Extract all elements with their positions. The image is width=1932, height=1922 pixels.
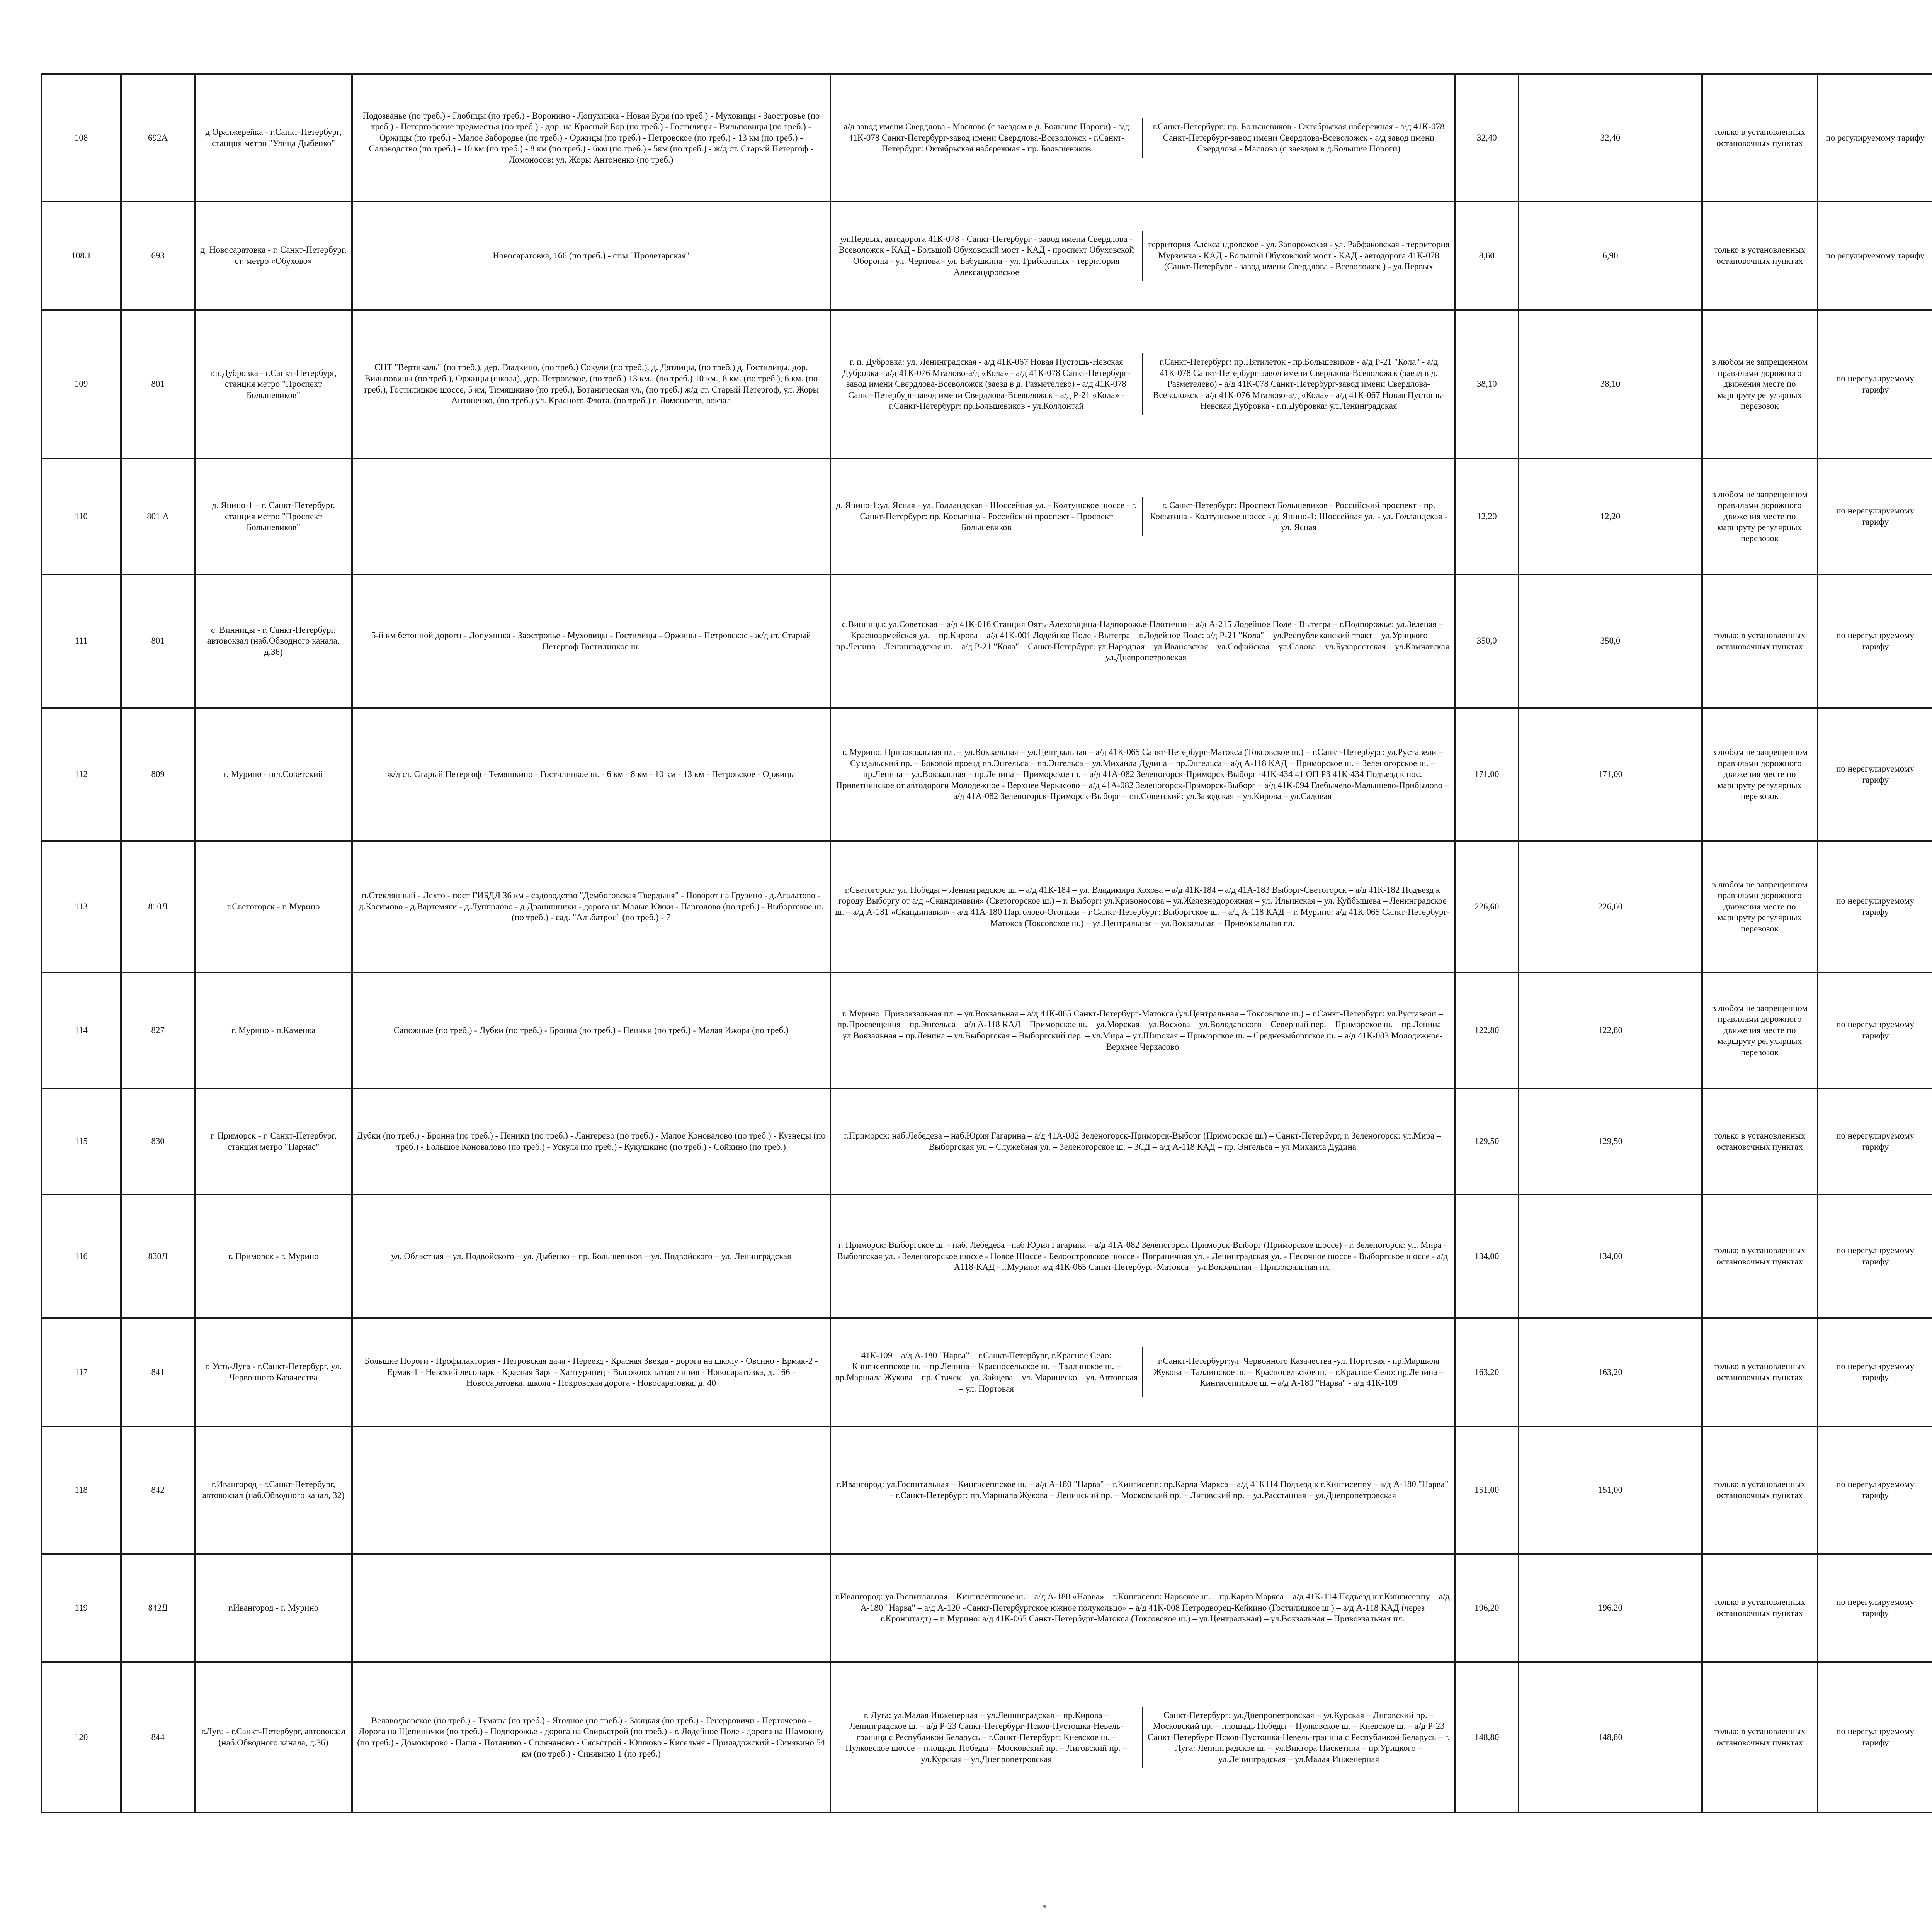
tariff-type: по нерегулируемому тарифу bbox=[1818, 1426, 1932, 1554]
boarding-mode: только в установленных остановочных пунктах bbox=[1702, 1088, 1818, 1195]
tariff-type: по нерегулируемому тарифу bbox=[1818, 841, 1932, 972]
tariff-type: по нерегулируемому тарифу bbox=[1818, 1195, 1932, 1318]
length-backward: 151,00 bbox=[1519, 1426, 1702, 1554]
tariff-type: по нерегулируемому тарифу bbox=[1818, 972, 1932, 1088]
route-path: г.Ивангород: ул.Госпитальная – Кингисеппское ш. – а/д А-180 «Нарва» – г.Кингисепп: Нарвское ш. – пр.Карла Маркса – а/д 41К-114 Подъезд к г.Кингисеппу – а/д А-180 "Нарва" – а/д А-120 «Санкт-Петербургское южное полукольцо» – а/д 41К-008 Петродворец-Кейкино (Гостилицкое ш.) – а/д А-118 КАД (через г.Кронштадт) – г. Мурино: а/д 41К-065 Санкт-Петербург-Матокса (Токсовское ш.) – ул.Центральная) – ул.Вокзальная – Привокзальная пл. bbox=[830, 1554, 1455, 1662]
route-number: 693 bbox=[121, 202, 195, 310]
length-backward: 163,20 bbox=[1519, 1318, 1702, 1426]
route-name: с. Винницы - г. Санкт-Петербург, автовокзал (наб.Обводного канала, д.36) bbox=[195, 574, 352, 708]
length-forward: 12,20 bbox=[1455, 459, 1519, 574]
route-name: г.п.Дубровка - г.Санкт-Петербург, станция метро "Проспект Большевиков" bbox=[195, 310, 352, 459]
row-number: 109 bbox=[41, 310, 121, 459]
row-number: 120 bbox=[41, 1662, 121, 1813]
length-backward: 134,00 bbox=[1519, 1195, 1702, 1318]
route-path-split bbox=[830, 310, 1455, 459]
intermediate-stops bbox=[352, 1426, 830, 1554]
length-backward: 226,60 bbox=[1519, 841, 1702, 972]
tariff-type: по нерегулируемому тарифу bbox=[1818, 310, 1932, 459]
tariff-type: по нерегулируемому тарифу bbox=[1818, 1088, 1932, 1195]
length-forward: 151,00 bbox=[1455, 1426, 1519, 1554]
route-path-forward: а/д завод имени Свердлова - Маслово (с заездом в д. Большие Пороги) - а/д 41К-078 Санкт-Петербург-завод имени Свердлова-Всеволожск - г.Санкт-Петербург: Октябрьская набережная - пр. Большевиков bbox=[844, 122, 1129, 154]
length-backward: 122,80 bbox=[1519, 972, 1702, 1088]
row-number: 114 bbox=[41, 972, 121, 1088]
route-path-split bbox=[830, 202, 1455, 310]
route-name: г. Мурино - пгт.Советский bbox=[195, 708, 352, 841]
route-path: с.Винницы: ул.Советская – а/д 41К-016 Станция Оять-Алеховщина-Надпорожье-Плотично – а/д А-215 Лодейное Поле - Вытегра – г.Подпорожье: ул.Зеленая – Красноармейская ул. – пр.Кирова – а/д 41К-001 Лодейное Поле - Вытегра – г.Лодейное Поле: а/д Р-21 "Кола" – ул.Республиканский тракт – ул.Урицкого – пр.Ленина – Ленинградская ш. – а/д Р-21 "Кола" – Санкт-Петербург: ул.Народная – ул.Ивановская – ул.Софийская – ул.Салова – ул.Бухарестская – ул.Камчатская – ул.Днепропетровская bbox=[830, 574, 1455, 708]
route-number: 842 bbox=[121, 1426, 195, 1554]
length-backward: 350,0 bbox=[1519, 574, 1702, 708]
length-backward: 171,00 bbox=[1519, 708, 1702, 841]
table-row bbox=[41, 310, 1932, 459]
route-path: г. Мурино: Привокзальная пл. – ул.Вокзальная – ул.Центральная – а/д 41К-065 Санкт-Петербург-Матокса (Токсовское ш.) – г.Санкт-Петербург: ул.Руставели – Суздальский пр. – Боковой проезд пр.Энгельса – пр.Энгельса – ул.Михаила Дудина – пр.Энгельса – а/д А-118 КАД – Приморское ш. – Зеленогорское ш. – пр.Ленина – ул.Вокзальная – пр.Ленина – Приморское ш. – а/д 41А-082 Зеленогорск-Приморск-Выборг -41К-434 41 ОП РЗ 41К-434 Подъезд к пос. Приветнинское от автодороги Молодежное - Верхнее Черкасово – а/д 41А-082 Зеленогорск-Приморск-Выборг – а/д 41К-094 Глебычево-Малышево-Прибылово – а/д 41А-082 Зеленогорск-Приморск-Выборг – г.п.Советский: ул.Заводская – ул.Кирова – ул.Садовая bbox=[830, 708, 1455, 841]
route-name: г. Приморск - г. Мурино bbox=[195, 1195, 352, 1318]
tariff-type: по нерегулируемому тарифу bbox=[1818, 1554, 1932, 1662]
table-row bbox=[41, 1088, 1932, 1195]
table-row bbox=[41, 1195, 1932, 1318]
route-number: 830 bbox=[121, 1088, 195, 1195]
route-number: 810Д bbox=[121, 841, 195, 972]
intermediate-stops: Большие Пороги - Профилактория - Петровская дача - Переезд - Красная Звезда - дорога на школу - Овсино - Ермак-2 - Ермак-1 - Невский лесопарк - Красная Заря - Халтуринец - Высоковольтная линия - Новосаратовка, д. 166 - Новосаратовка, школа - Покровская дорога - Новосаратовка, д. 40 bbox=[352, 1318, 830, 1426]
length-forward: 129,50 bbox=[1455, 1088, 1519, 1195]
boarding-mode: в любом не запрещенном правилами дорожного движения месте по маршруту регулярных перевозок bbox=[1702, 708, 1818, 841]
route-name: г.Ивангород - г.Санкт-Петербург, автовокзал (наб.Обводного канал, 32) bbox=[195, 1426, 352, 1554]
route-path-backward: Санкт-Петербург: ул.Днепропетровская – ул.Курская – Лиговский пр. – Московский пр. – площадь Победы – Пулковское ш. – Киевское ш. – а/д Р-23 Санкт-Петербург-Псков-Пустошка-Невель-граница с Республикой Беларусь – г. Луга: Ленинградское ш. – ул.Виктора Пискетина – пр.Урицкого – ул.Ленинградская – ул.Малая Инженерная bbox=[1142, 1707, 1454, 1768]
route-path: г.Приморск: наб.Лебедева – наб.Юрия Гагарина – а/д 41А-082 Зеленогорск-Приморск-Выборг (Приморское ш.) – Санкт-Петербург, г. Зеленогорск: ул.Мира – Выборгская ул. – Служебная ул. – Зеленогорское ш. – ЗСД – а/д А-118 КАД – пр. Энгельса – ул.Михаила Дудина bbox=[830, 1088, 1455, 1195]
route-number: 827 bbox=[121, 972, 195, 1088]
table-row bbox=[41, 1318, 1932, 1426]
tariff-type: по нерегулируемому тарифу bbox=[1818, 708, 1932, 841]
route-number: 801 bbox=[121, 310, 195, 459]
route-path-backward: г.Санкт-Петербург:ул. Червонного Казачества -ул. Портовая - пр.Маршала Жукова – Таллинское ш. – Красносельское ш. – г.Красное Село: пр.Ленина – Кингисеппское ш. – а/д А-180 "Нарва" - а/д 41К-109 bbox=[1142, 1347, 1454, 1397]
boarding-mode: в любом не запрещенном правилами дорожного движения месте по маршруту регулярных перевозок bbox=[1702, 841, 1818, 972]
length-forward: 226,60 bbox=[1455, 841, 1519, 972]
route-path-backward: г.Санкт-Петербург: пр. Большевиков - Октябрьская набережная - а/д 41К-078 Санкт-Петербург-завод имени Свердлова-Всеволожск - а/д завод имени Свердлова - Маслово (с заездом в д.Большие Пороги) bbox=[1142, 118, 1454, 158]
intermediate-stops: СНТ "Вертикаль" (по треб.), дер. Гладкино, (по треб.) Сокули (по треб.), д. Дятлицы, (по треб.) д. Гостилицы, дор. Вильповицы (по треб.), Оржицы (школа), дер. Петровское, (по треб.) 13 км., (по треб.) 10 км., 8 км. (по треб.), 6 км. (по треб.), Гостилицкое шоссе, 5 км, Тимяшкино (по треб.), Ботаническая ул., (по треб.) ж/д ст. Старый Петергоф, ул. Жоры Антоненко, (по треб.) ул. Красного Флота, (по треб.) г. Ломоносов, вокзал bbox=[352, 310, 830, 459]
boarding-mode: в любом не запрещенном правилами дорожного движения месте по маршруту регулярных перевозок bbox=[1702, 459, 1818, 574]
row-number: 117 bbox=[41, 1318, 121, 1426]
route-number: 844 bbox=[121, 1662, 195, 1813]
route-number: 801 bbox=[121, 574, 195, 708]
route-path: г. Приморск: Выборгское ш. - наб. Лебедева –наб.Юрия Гагарина – а/д 41А-082 Зеленогорск-Приморск-Выборг (Приморское шоссе) - г. Зеленогорск: ул. Мира - Выборгская ул. - Зеленогорское шоссе - Новое Шоссе - Белоостровское шоссе - Пограничная ул. - Ленинградская ул. - Песочное шоссе - Выборгское шоссе - а/д А118-КАД - г.Мурино: а/д 41К-065 Санкт-Петербург-Матокса – ул.Вокзальная – Привокзальная пл. bbox=[830, 1195, 1455, 1318]
length-forward: 196,20 bbox=[1455, 1554, 1519, 1662]
intermediate-stops: Дубки (по треб.) - Бронна (по треб.) - Пеники (по треб.) - Лангерево (по треб.) - Малое Коновалово (по треб.) - Кузнецы (по треб.) - Большое Коновалово (по треб.) - Ускуля (по треб.) - Кукушкино (по треб.) - Сойкино (по треб.) bbox=[352, 1088, 830, 1195]
route-name: г. Усть-Луга - г.Санкт-Петербург, ул. Червонного Казачества bbox=[195, 1318, 352, 1426]
route-registry-table bbox=[41, 73, 1932, 1813]
length-forward: 163,20 bbox=[1455, 1318, 1519, 1426]
length-forward: 122,80 bbox=[1455, 972, 1519, 1088]
table-row bbox=[41, 1554, 1932, 1662]
row-number: 119 bbox=[41, 1554, 121, 1662]
table-row bbox=[41, 459, 1932, 574]
route-path: г. Мурино: Привокзальная пл. – ул.Вокзальная – а/д 41К-065 Санкт-Петербург-Матокса (ул.Центральная – Токсовское ш.) – г.Санкт-Петербург: ул.Руставели – пр.Просвещения – пр.Энгельса – а/д А-118 КАД – Приморское ш. – ул.Морская – ул.Восхова – ул.Володарского – Северный пер. – Приморское ш. – пр.Ленина – ул.Вокзальная – пр.Ленина – ул.Выборгская – Выборгский пер. – ул.Мира – ул.Широкая – Приморское ш. – Средневыборгское ш. – а/д 41К-083 Молодежное-Верхнее Черкасово bbox=[830, 972, 1455, 1088]
length-backward: 12,20 bbox=[1519, 459, 1702, 574]
route-path: г.Ивангород: ул.Госпитальная – Кингисеппское ш. – а/д А-180 "Нарва" – г.Кингисепп: пр.Карла Маркса – а/д 41К114 Подъезд к г.Кингисеппу – а/д А-180 "Нарва" – г.Санкт-Петербург: пр.Маршала Жукова – Ленинский пр. – Московский пр. – Лиговский пр. – ул.Расстанная – ул.Днепропетровская bbox=[830, 1426, 1455, 1554]
route-number: 841 bbox=[121, 1318, 195, 1426]
row-number: 112 bbox=[41, 708, 121, 841]
intermediate-stops: Велаводворское (по треб.) - Туматы (по треб.) - Ягодное (по треб.) - Заицкая (по треб.) - Генерровичи - Перточерво - Дорога на Щепинички (по треб.) - Подпорожье - дорога на Свирьстрой (по треб.) - г. Лодейное Поле - дорога на Шамокшу (по треб.) - Домокирово - Паша - Потанино - Сплянаново - Сясьстрой - Юшково - Кисельня - Приладожский - Синявино 54 км (по треб.) - Синявино 1 (по треб.) bbox=[352, 1662, 830, 1813]
route-number: 692А bbox=[121, 74, 195, 202]
route-path-split bbox=[830, 459, 1455, 574]
table-row bbox=[41, 841, 1932, 972]
intermediate-stops: ул. Областная – ул. Подвойского – ул. Дыбенко – пр. Большевиков – ул. Подвойского – ул. Ленинградская bbox=[352, 1195, 830, 1318]
intermediate-stops: Подозванье (по треб.) - Глобицы (по треб.) - Воронино - Лопухинка - Новая Буря (по треб.) - Муховицы - Заостровье (по треб.) - Петергофские предместья (по треб.) - дор. на Красный Бор (по треб.) - Гостилицы - Вильповицы (по треб.) - Оржицы (по треб.) - Малое Забородье (по треб.) - Оржицы (по треб.) - Петровское (по треб.) - 13 км (по треб.) - Садоводство (по треб.) - 10 км (по треб.) - 8 км (по треб.) - 6км (по треб.) - 5км (по треб.) - ж/д ст. Старый Петергоф - Ломоносов: ул. Жоры Антоненко (по треб.) bbox=[352, 74, 830, 202]
boarding-mode: только в установленных остановочных пунктах bbox=[1702, 1554, 1818, 1662]
route-name: г.Светогорск - г. Мурино bbox=[195, 841, 352, 972]
boarding-mode: только в установленных остановочных пунктах bbox=[1702, 1662, 1818, 1813]
row-number: 110 bbox=[41, 459, 121, 574]
row-number: 108.1 bbox=[41, 202, 121, 310]
route-name: д. Новосаратовка - г. Санкт-Петербург, ст. метро «Обухово» bbox=[195, 202, 352, 310]
intermediate-stops bbox=[352, 459, 830, 574]
route-number: 801 А bbox=[121, 459, 195, 574]
route-registry-sheet bbox=[41, 73, 1932, 1813]
row-number: 108 bbox=[41, 74, 121, 202]
row-number: 113 bbox=[41, 841, 121, 972]
length-backward: 38,10 bbox=[1519, 310, 1702, 459]
tariff-type: по нерегулируемому тарифу bbox=[1818, 459, 1932, 574]
row-number: 111 bbox=[41, 574, 121, 708]
route-path-backward: г.Санкт-Петербург: пр.Пятилеток - пр.Большевиков - а/д Р-21 "Кола" - а/д 41К-078 Санкт-Петербург-завод имени Свердлова-Всеволожск (заезд в д. Разметелево) - а/д 41К-078 Санкт-Петербург-завод имени Свердлова-Всеволожск - а/д 41К-076 Мгалово-а/д «Кола» - а/д 41К-067 Новая Пустошь-Невская Дубровка - г.п.Дубровка: ул.Ленинградская bbox=[1142, 353, 1454, 415]
table-row bbox=[41, 972, 1932, 1088]
table-row bbox=[41, 202, 1932, 310]
boarding-mode: только в установленных остановочных пунктах bbox=[1702, 1426, 1818, 1554]
table-row bbox=[41, 708, 1932, 841]
route-path-forward: 41К-109 – а/д А-180 "Нарва" – г.Санкт-Петербург, г.Красное Село: Кингисеппское ш. – пр.Ленина – Красносельское ш. – Таллинское ш. – пр.Маршала Жукова – пр. Стачек – ул. Зайцева – ул. Маринеско – ул. Автовская – ул. Портовая bbox=[835, 1350, 1138, 1393]
intermediate-stops bbox=[352, 1554, 830, 1662]
table-row bbox=[41, 1426, 1932, 1554]
boarding-mode: только в установленных остановочных пунктах bbox=[1702, 202, 1818, 310]
boarding-mode: в любом не запрещенном правилами дорожного движения месте по маршруту регулярных перевозок bbox=[1702, 310, 1818, 459]
length-backward: 129,50 bbox=[1519, 1088, 1702, 1195]
route-path-forward: г. Луга: ул.Малая Инженерная – ул.Ленинградская – пр.Кирова – Ленинградское ш. – а/д Р-23 Санкт-Петербург-Псков-Пустошка-Невель-граница с Республикой Беларусь – г.Санкт-Петербург: Киевское ш. – Пулковское шоссе – площадь Победы – Московский пр. – Лиговский пр. – ул.Курская – ул.Днепропетровская bbox=[845, 1710, 1128, 1764]
boarding-mode: только в установленных остановочных пунктах bbox=[1702, 1195, 1818, 1318]
table-row bbox=[41, 1662, 1932, 1813]
boarding-mode: только в установленных остановочных пунктах bbox=[1702, 74, 1818, 202]
route-name: д.Оранжерейка - г.Санкт-Петербург, станция метро "Улица Дыбенко" bbox=[195, 74, 352, 202]
boarding-mode: в любом не запрещенном правилами дорожного движения месте по маршруту регулярных перевозок bbox=[1702, 972, 1818, 1088]
tariff-type: по регулируемому тарифу bbox=[1818, 74, 1932, 202]
route-path-split bbox=[830, 1318, 1455, 1426]
table-row bbox=[41, 74, 1932, 202]
route-path-forward: г. п. Дубровка: ул. Ленинградская - а/д 41К-067 Новая Пустошь-Невская Дубровка - а/д 41К-076 Мгалово-а/д «Кола» - а/д 41К-078 Санкт-Петербург-завод имени Свердлова-Всеволожск (заезд в д. Разметелево) - а/д 41К-078 Санкт-Петербург-завод имени Свердлова-Всеволожск - а/д Р-21 «Кола» - г.Санкт-Петербург: пр.Большевиков - ул.Коллонтай bbox=[842, 357, 1131, 411]
intermediate-stops: Новосаратовка, 166 (по треб.) - ст.м."Пролетарская" bbox=[352, 202, 830, 310]
route-name: д. Янино-1 – г. Санкт-Петербург, станция метро "Проспект Большевиков" bbox=[195, 459, 352, 574]
intermediate-stops: п.Стеклянный - Лехто - пост ГИБДД 36 км - садоводство "Дембоговская Твердыня" - Поворот на Грузино - д.Агалатово - д.Касимово - д.Вартемяги - д.Лупполово - д.Дранишники - дорога на Малые Юкки - Парголово (по треб.) - Выборгское ш. (по треб.) - сад. "Альбатрос" (по треб.) - 7 bbox=[352, 841, 830, 972]
length-backward: 148,80 bbox=[1519, 1662, 1702, 1813]
length-forward: 38,10 bbox=[1455, 310, 1519, 459]
route-number: 809 bbox=[121, 708, 195, 841]
tariff-type: по нерегулируемому тарифу bbox=[1818, 1318, 1932, 1426]
route-name: г. Мурино - п.Каменка bbox=[195, 972, 352, 1088]
length-forward: 148,80 bbox=[1455, 1662, 1519, 1813]
route-name: г.Луга - г.Санкт-Петербург, автовокзал (наб.Обводного канала, д.36) bbox=[195, 1662, 352, 1813]
route-path-split bbox=[830, 74, 1455, 202]
route-path-forward: ул.Первых, автодорога 41К-078 - Санкт-Петербург - завод имени Свердлова - Всеволожск - КАД - Большой Обуховский мост - КАД - проспект Обуховской Обороны - ул. Чернова - ул. Бабушкина - ул. Грибакиных - территория Александровское bbox=[838, 234, 1134, 277]
row-number: 116 bbox=[41, 1195, 121, 1318]
row-number: 115 bbox=[41, 1088, 121, 1195]
row-number: 118 bbox=[41, 1426, 121, 1554]
length-backward: 32,40 bbox=[1519, 74, 1702, 202]
length-forward: 350,0 bbox=[1455, 574, 1519, 708]
route-name: г. Приморск - г. Санкт-Петербург, станция метро "Парнас" bbox=[195, 1088, 352, 1195]
length-forward: 8,60 bbox=[1455, 202, 1519, 310]
length-forward: 171,00 bbox=[1455, 708, 1519, 841]
route-path-split bbox=[830, 1662, 1455, 1813]
route-number: 830Д bbox=[121, 1195, 195, 1318]
intermediate-stops: ж/д ст. Старый Петергоф - Темяшкино - Гостилицкое ш. - 6 км - 8 км - 10 км - 13 км - Петровское - Оржицы bbox=[352, 708, 830, 841]
tariff-type: по нерегулируемому тарифу bbox=[1818, 1662, 1932, 1813]
route-path-backward: г. Санкт-Петербург: Проспект Большевиков - Российский проспект - пр. Косыгина - Колтушское шоссе - д. Янино-1: Шоссейная ул. - ул. Голландская - ул. Ясная bbox=[1142, 497, 1454, 536]
route-path-backward: территория Александровское - ул. Запорожская - ул. Рабфаковская - территория Мурзинка - КАД - Большой Обуховский мост - КАД - автодорога 41К-078 (Санкт-Петербург - завод имени Свердлова - Всеволожск ) - ул.Первых bbox=[1142, 231, 1454, 281]
route-path: г.Светогорск: ул. Победы – Ленинградское ш. – а/д 41К-184 – ул. Владимира Кохова – а/д 41К-184 – а/д 41А-183 Выборг-Светогорск – а/д 41К-182 Подъезд к городу Выборгу от а/д «Скандинавия» (Светогорское ш.) – г. Выборг: ул.Кривоносова – ул.Железнодорожная – ул. Ильинская – ул. Куйбышева – Ленинградское ш. – а/д А-181 «Скандинавия» - а/д 41А-180 Парголово-Огоньки – г.Санкт-Петербург: Выборгское ш. – а/д А-118 КАД – г. Мурино: а/д 41К-065 Санкт-Петербург-Матокса (Токсовское ш.) – ул.Центральная – ул.Вокзальная – Привокзальная пл. bbox=[830, 841, 1455, 972]
boarding-mode: только в установленных остановочных пунктах bbox=[1702, 574, 1818, 708]
page-marker-dot bbox=[1043, 1905, 1046, 1908]
tariff-type: по регулируемому тарифу bbox=[1818, 202, 1932, 310]
tariff-type: по нерегулируемому тарифу bbox=[1818, 574, 1932, 708]
boarding-mode: только в установленных остановочных пунктах bbox=[1702, 1318, 1818, 1426]
route-name: г.Ивангород - г. Мурино bbox=[195, 1554, 352, 1662]
intermediate-stops: 5-й км бетонной дороги - Лопухинка - Заостровье - Муховицы - Гостилицы - Оржицы - Петровское - ж/д ст. Старый Петергоф Гостилицкое ш. bbox=[352, 574, 830, 708]
length-forward: 134,00 bbox=[1455, 1195, 1519, 1318]
intermediate-stops: Сапожные (по треб.) - Дубки (по треб.) - Бронна (по треб.) - Пеники (по треб.) - Малая Ижора (по треб.) bbox=[352, 972, 830, 1088]
length-forward: 32,40 bbox=[1455, 74, 1519, 202]
length-backward: 196,20 bbox=[1519, 1554, 1702, 1662]
length-backward: 6,90 bbox=[1519, 202, 1702, 310]
route-number: 842Д bbox=[121, 1554, 195, 1662]
table-row bbox=[41, 574, 1932, 708]
route-path-forward: д. Янино-1:ул. Ясная - ул. Голландская - Шоссейная ул. - Колтушское шоссе - г. Санкт-Петербург: пр. Косыгина - Российский проспект - Проспект Большевиков bbox=[836, 500, 1137, 532]
